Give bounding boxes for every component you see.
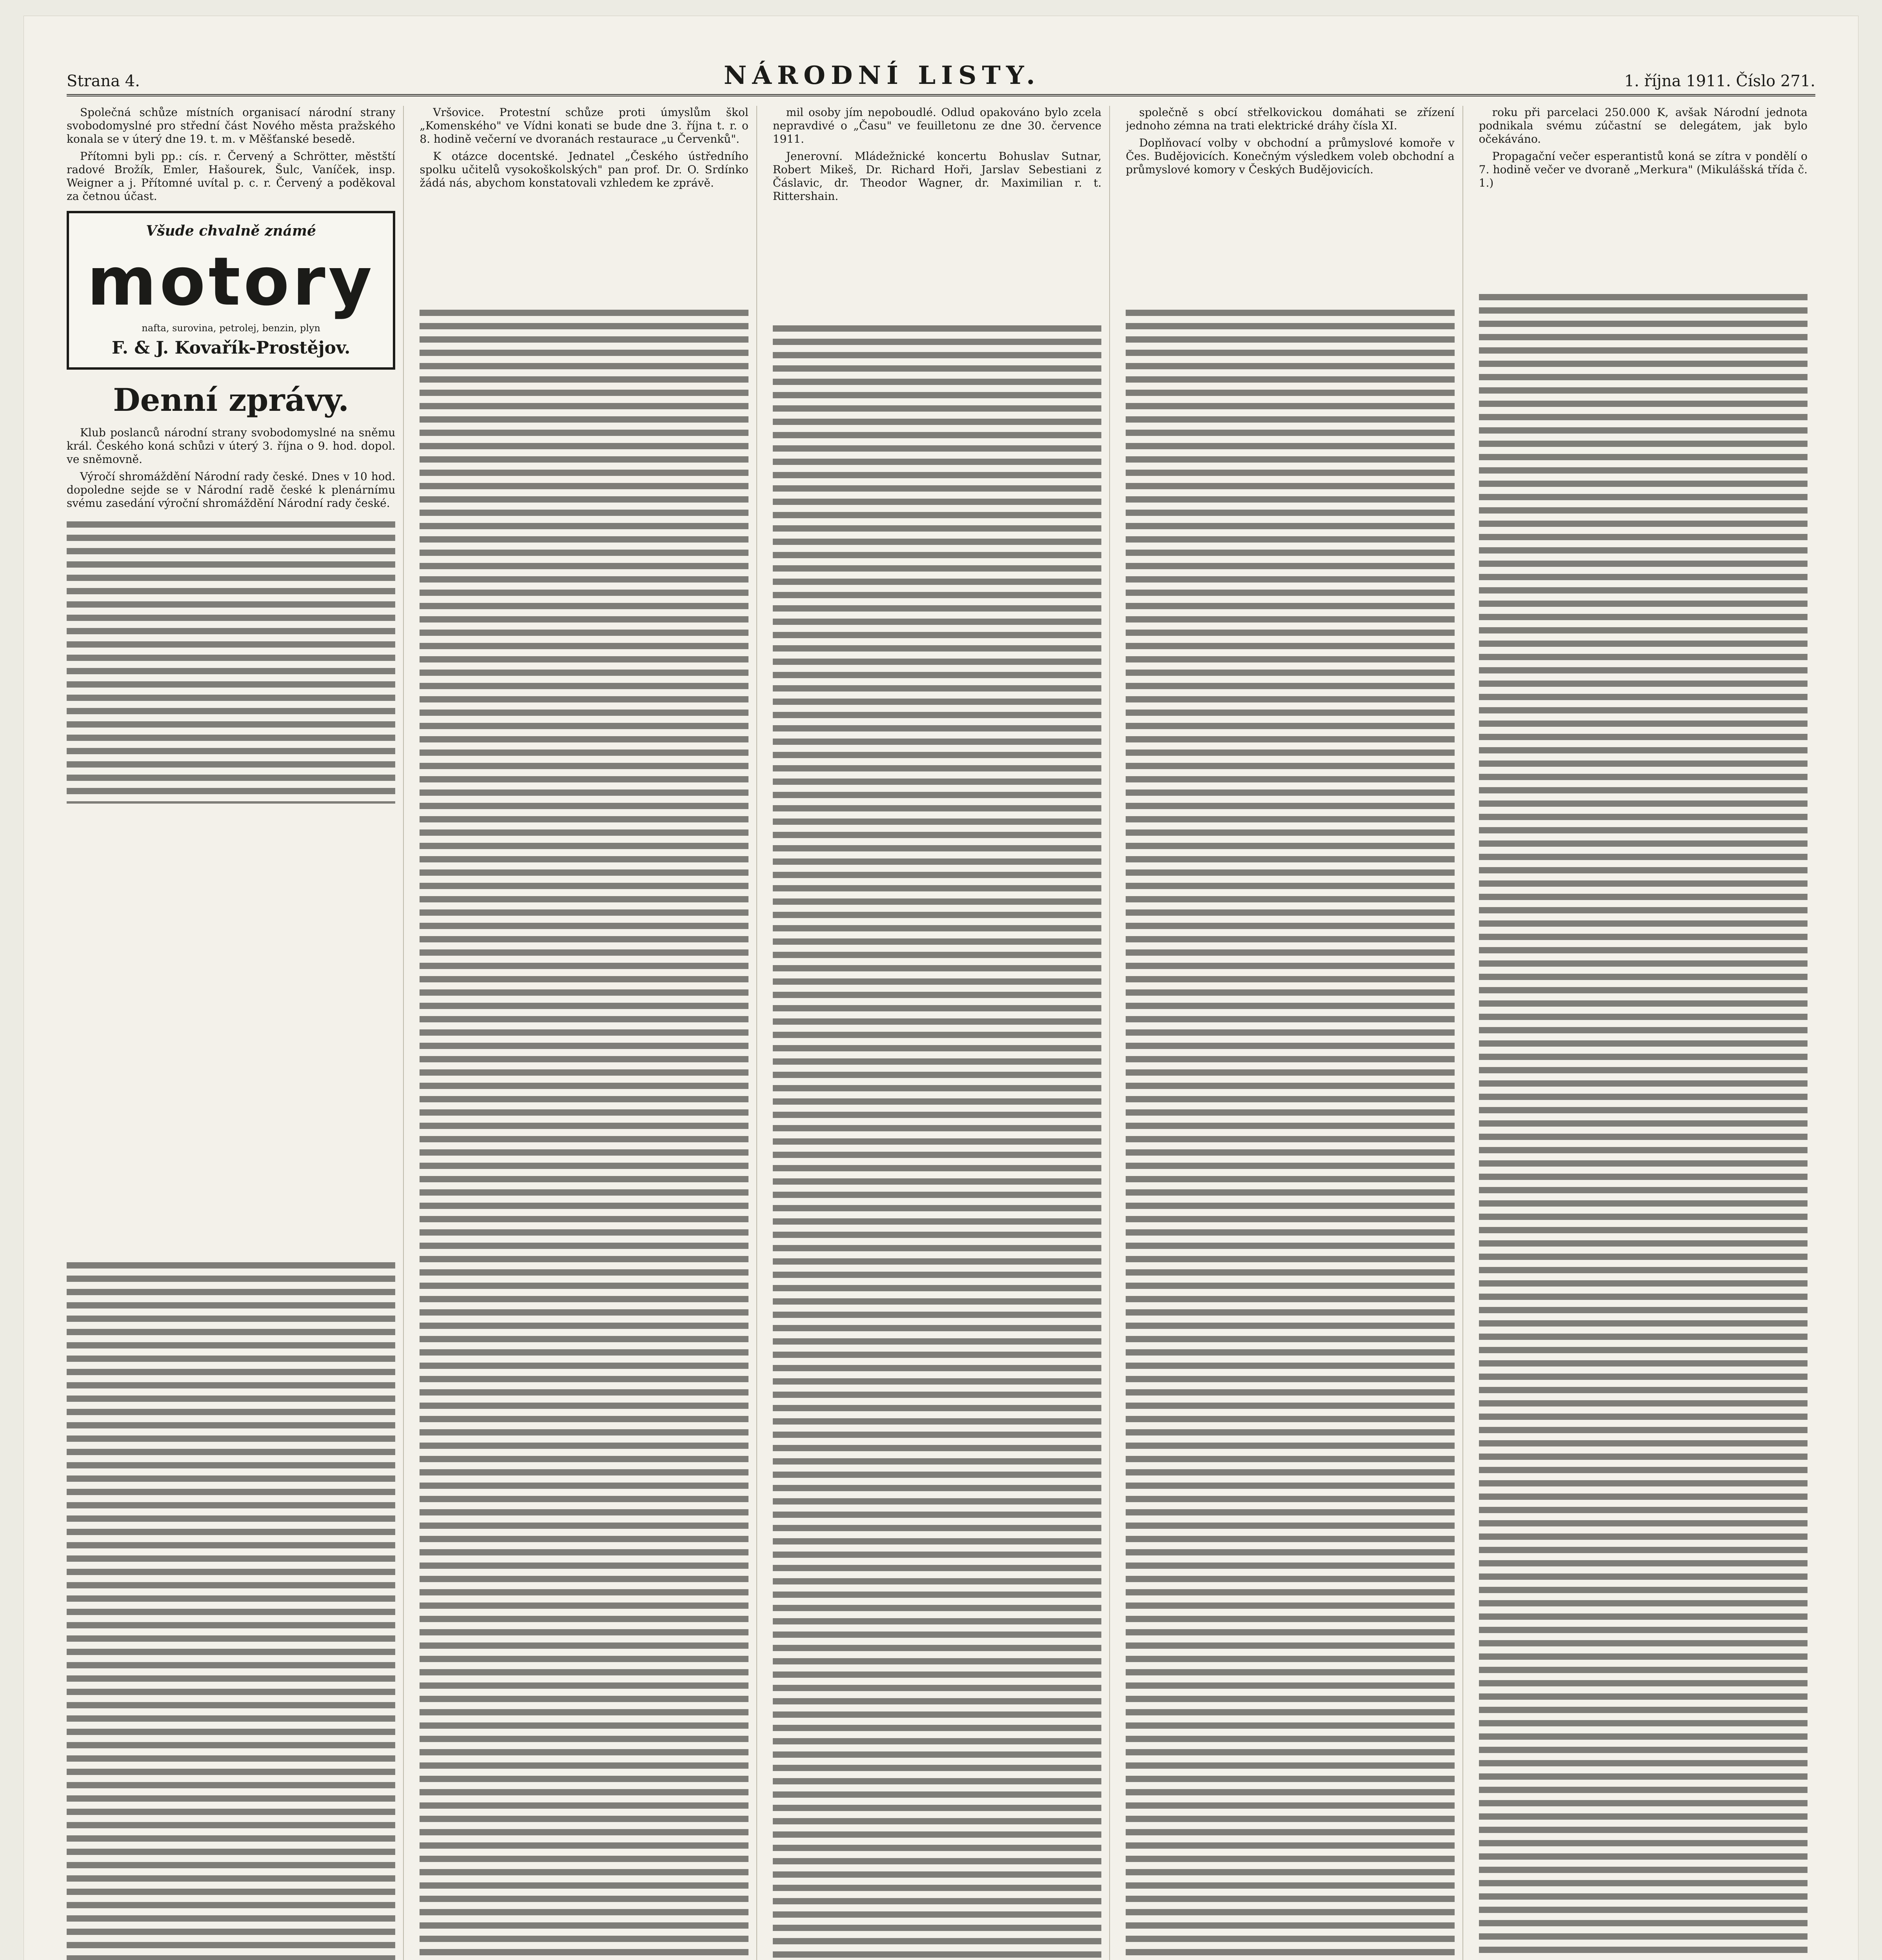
masthead: [67, 59, 1815, 96]
date-and-issue: 1. října 1911. Číslo 271.: [1624, 72, 1815, 90]
article-paragraph: Propagační večer esperantistů koná se zítra v pondělí o 7. hodině večer ve dvoraně „Merkura" (Mikulášská třída č. 1.): [1479, 150, 1808, 189]
article-paragraph: Jenerovní. Mládežnické koncertu Bohuslav Sutnar, Robert Mikeš, Dr. Richard Hoři, Jarslav Sebestiani z Čáslavic, dr. Theodor Wagner, dr. Maximilian r. t. Rittershain.: [772, 150, 1102, 203]
text-block-filler: [773, 325, 1101, 1960]
article-paragraph: Doplňovací volby v obchodní a průmyslové komoře v Čes. Budějovicích. Konečným výsledkem voleb obchodní a průmyslové komory v Českých Budějovicích.: [1126, 136, 1455, 176]
article-paragraph: Přítomni byli pp.: cís. r. Červený a Schrötter, městští radové Brožík, Emler, Hašourek, Šulc, Vaníček, insp. Weigner a j. Přítomné uvítal p. c. r. Červený a poděkoval za četnou účast.: [67, 150, 396, 203]
text-block-filler: [420, 310, 748, 1960]
article-paragraph: Klub poslanců národní strany svobodomyslné na sněmu král. Českého koná schůzi v úterý 3. října o 9. hod. dopol. ve sněmovně.: [67, 426, 396, 466]
article-paragraph: K otázce docentské. Jednatel „Českého ústředního spolku učitelů vysokoškolských" pan prof. Dr. O. Srdínko žádá nás, abychom konstatovali vzhledem ke zprávě.: [420, 150, 748, 189]
column-1: [67, 106, 404, 1960]
ad-manufacturer: F. & J. Kovařík-Prostějov.: [111, 338, 351, 358]
text-block-filler: [67, 521, 395, 804]
article-paragraph: Výročí shromáždění Národní rady české. Dnes v 10 hod. dopoledne sejde se v Národní radě české k plenárnímu svému zasedání výroční shromáždění Národní rady české.: [67, 470, 396, 510]
column-2: [420, 106, 757, 1960]
column-4: [1126, 106, 1463, 1960]
section-heading: Denní zprávy.: [113, 381, 349, 418]
column-3: [773, 106, 1110, 1960]
article-columns: [67, 106, 1815, 1960]
ad-logo-text: motory: [87, 243, 375, 321]
text-block-filler: [1126, 310, 1454, 1960]
article-paragraph: roku při parcelaci 250.000 K, avšak Národní jednota podnikala svému zúčastní se delegátem, jak bylo očekáváno.: [1479, 106, 1808, 145]
article-paragraph: Společná schůze místních organisací národní strany svobodomyslné pro střední část Nového města pražského konala se v úterý dne 19. t. m. v Měšťanské besedě.: [67, 106, 396, 145]
column-5: [1479, 106, 1815, 1960]
newspaper-title: NÁRODNÍ LISTY.: [723, 61, 1041, 90]
article-paragraph: mil osoby jím nepoboudlé. Odlud opakováno bylo zcela nepravdivé o „Času" ve feuilletonu ze dne 30. července 1911.: [772, 106, 1102, 145]
ad-subtext: nafta, surovina, petrolej, benzin, plyn: [142, 323, 321, 334]
advertisement-motors: [67, 211, 395, 370]
page-number: Strana 4.: [67, 72, 140, 90]
article-paragraph: společně s obcí střelkovickou domáhati se zřízení jednoho zémna na trati elektrické dráhy čísla XI.: [1126, 106, 1455, 132]
article-paragraph: Vršovice. Protestní schůze proti úmyslům škol „Komenského" ve Vídni konati se bude dne 3. října t. r. o 8. hodině večerní ve dvoranách restaurace „u Červenků".: [420, 106, 748, 145]
newspaper-page: [24, 16, 1858, 1960]
text-block-filler: [67, 1262, 395, 1960]
ad-headline: Všude chvalně známé: [146, 223, 316, 239]
text-block-filler: [1479, 294, 1808, 1960]
